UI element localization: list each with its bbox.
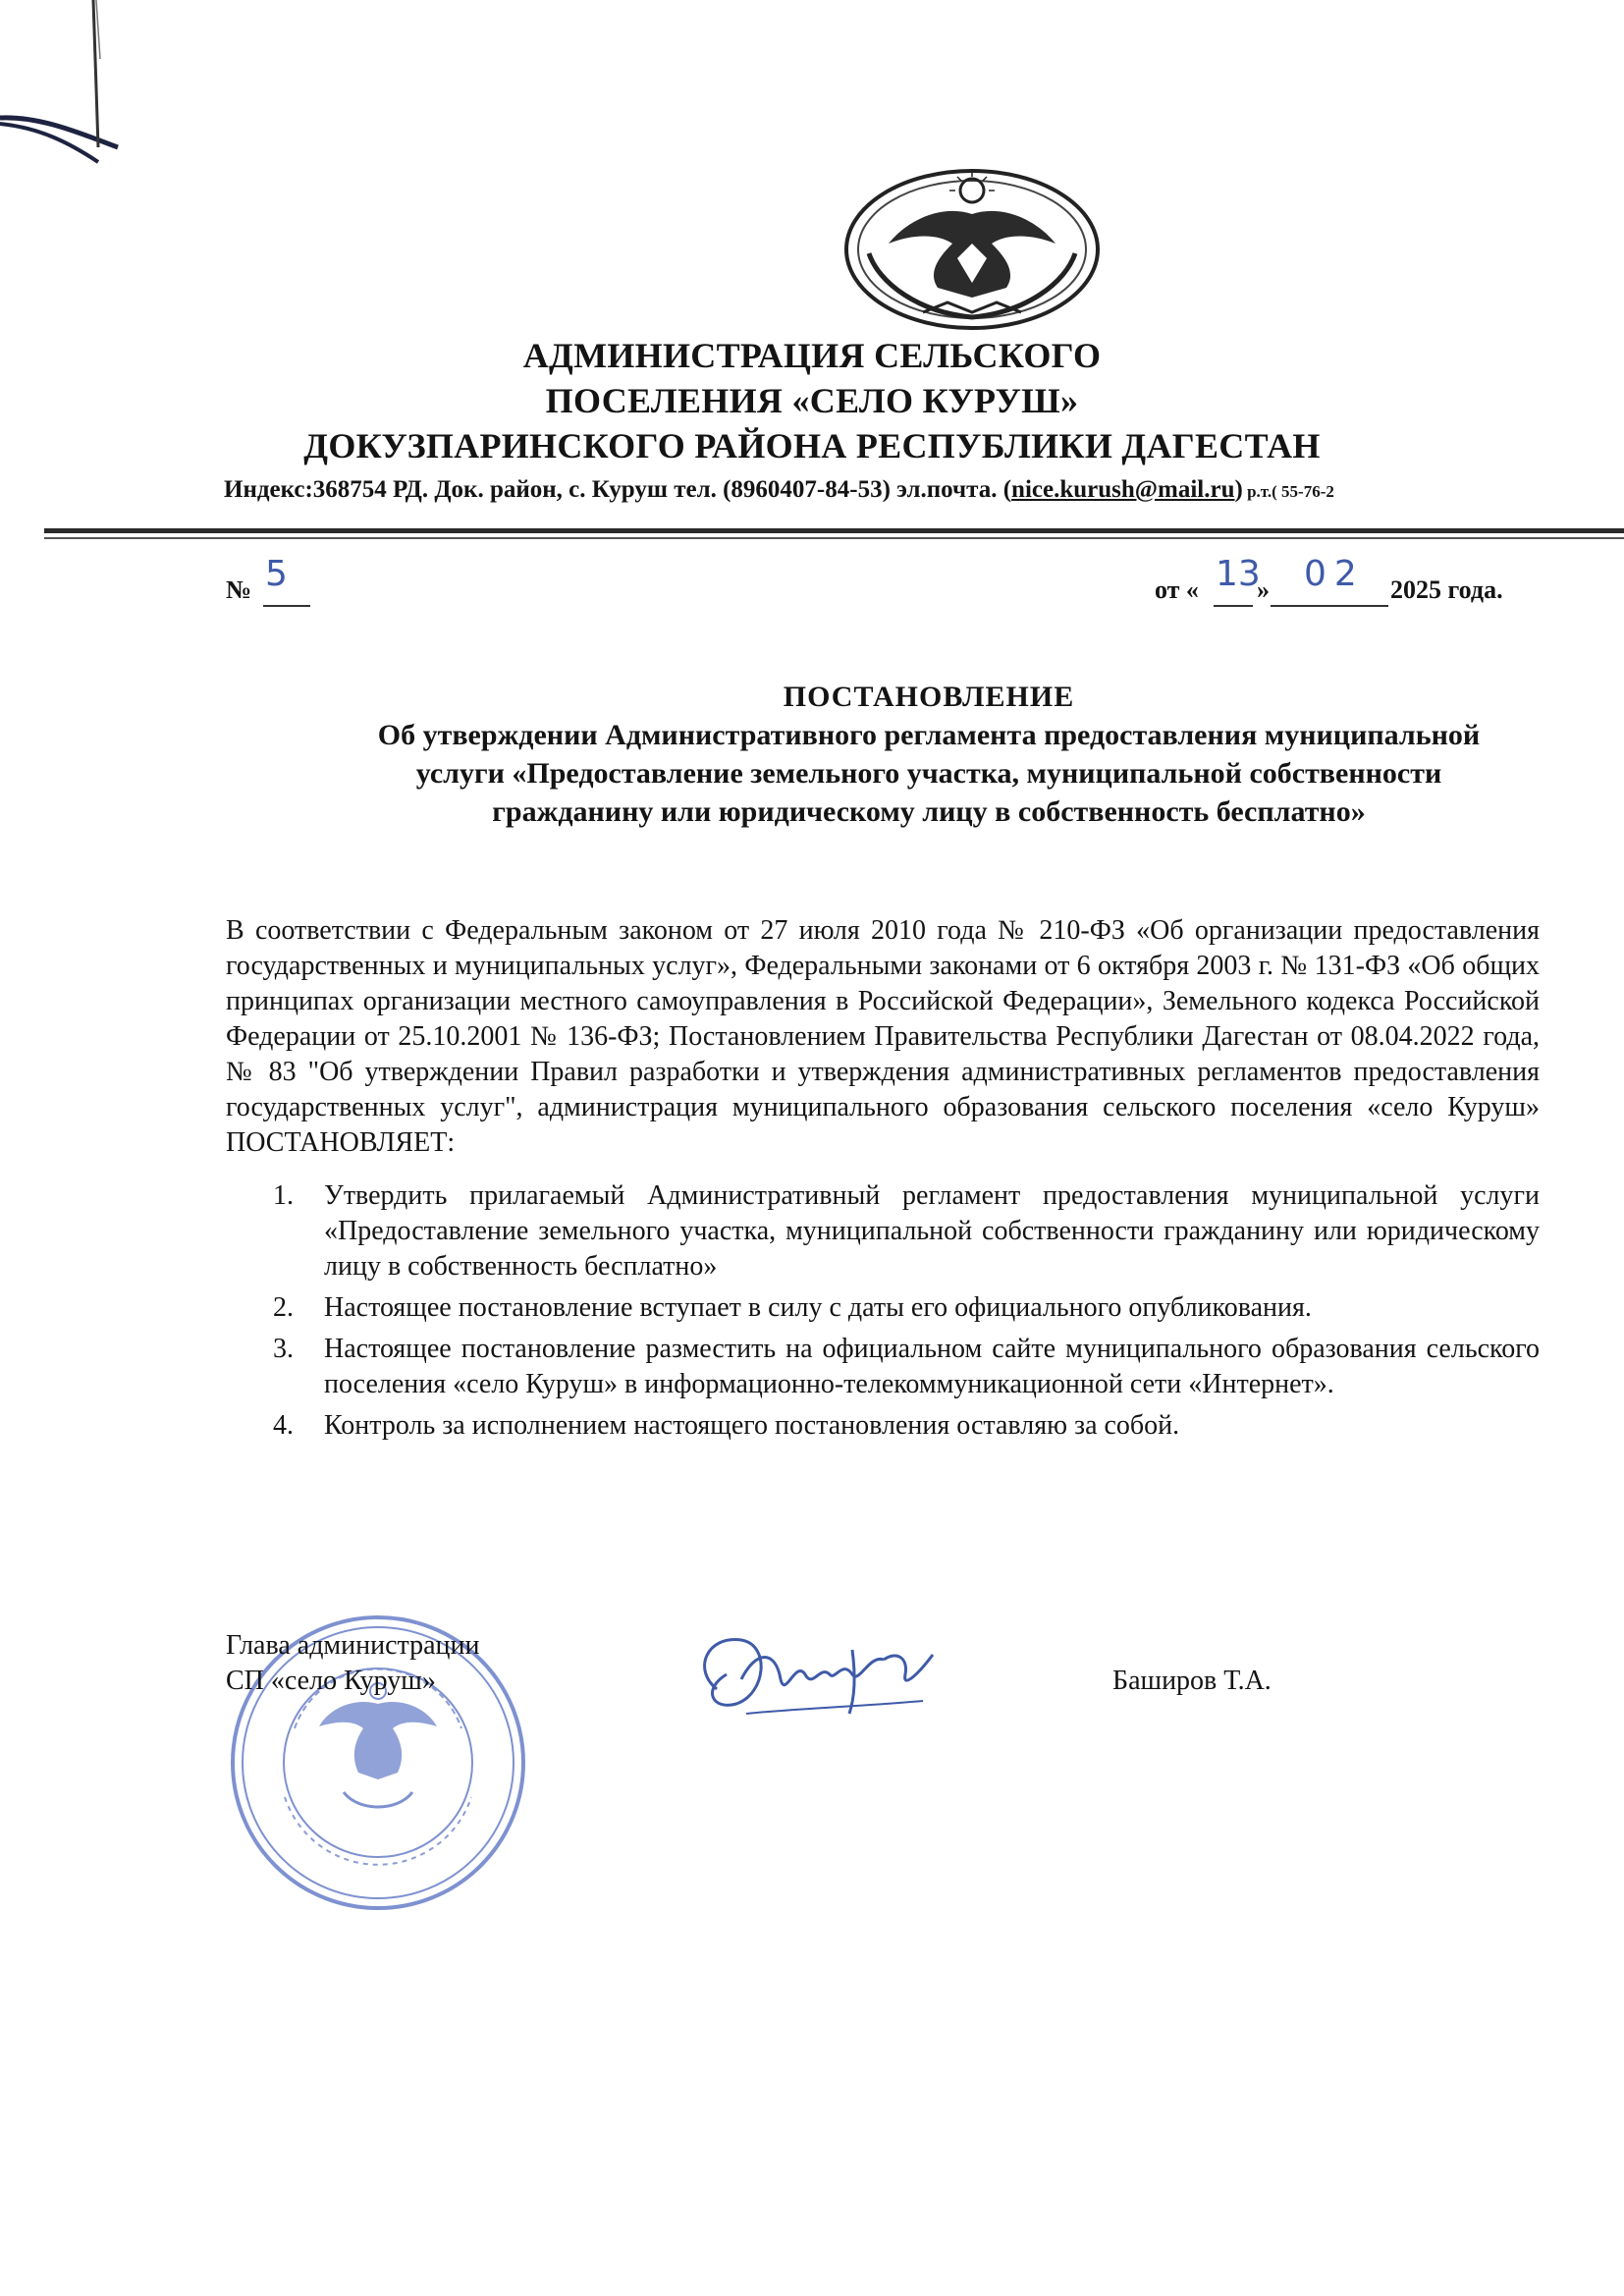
document-date: [1155, 554, 1567, 605]
number-label: №: [226, 575, 252, 604]
signatory-position-line-2: СП «село Куруш»: [226, 1666, 436, 1696]
header-divider-thick: [44, 528, 1624, 533]
org-name-line-2: ПОСЕЛЕНИЯ «СЕЛО КУРУШ»: [545, 381, 1079, 420]
list-item: [226, 1290, 1540, 1326]
signatory-name: Баширов Т.А.: [1112, 1666, 1272, 1696]
contacts-prefix: Индекс:368754 РД. Док. район, с. Куруш тел. (8960407-84-53) эл.почта. (: [224, 476, 1012, 503]
contacts-phone-small: р.т.( 55-76-2: [1242, 482, 1334, 501]
email-link[interactable]: nice.kurush@mail.ru: [1011, 476, 1235, 503]
document-title-block: [226, 678, 1624, 831]
list-item-text: Утвердить прилагаемый Административный регламент предоставления муниципальной услуги «Предоставление земельного участка, муниципальной собственности гражданину или юридическому лицу в собственность бесплатно»: [324, 1180, 1540, 1282]
date-prefix: от «: [1155, 575, 1199, 604]
list-item-marker: 4.: [273, 1410, 294, 1441]
binding-thread-icon: [0, 0, 137, 167]
resolution-items-list: [226, 1178, 1540, 1449]
list-item-text: Настоящее постановление вступает в силу с даты его официального опубликования.: [324, 1292, 1312, 1323]
header-divider-thin: [44, 537, 1624, 539]
list-item-text: Контроль за исполнением настоящего постановления оставляю за собой.: [324, 1410, 1180, 1441]
org-name-line-3: ДОКУЗПАРИНСКОГО РАЙОНА РЕСПУБЛИКИ ДАГЕСТАН: [303, 426, 1321, 465]
preamble-paragraph: В соответствии с Федеральным законом от 27 июля 2010 года № 210-ФЗ «Об организации предоставления государственных и муниципальных услуг», Федеральными законами от 6 октября 2003 г. № 131-ФЗ «Об общих принципах организации местного самоуправления в Российской Федерации», Земельного кодекса Российской Федерации от 25.10.2001 № 136-ФЗ; Постановлением Правительства Республики Дагестан от 08.04.2022 года, № 83 "Об утверждении Правил разработки и утверждения административных регламентов предоставления государственных услуг", администрация муниципального образования сельского поселения «село Куруш» ПОСТАНОВЛЯЕТ:: [226, 915, 1540, 1158]
date-day-handwritten: 13: [1216, 554, 1261, 594]
list-item: [226, 1408, 1540, 1444]
list-item-marker: 2.: [273, 1292, 294, 1323]
document-title: ПОСТАНОВЛЕНИЕ: [783, 681, 1075, 713]
signatory-position-line-1: Глава администрации: [226, 1630, 480, 1661]
document-subtitle-line-2: услуги «Предоставление земельного участка, муниципальной собственности: [415, 757, 1442, 790]
date-suffix: 2025 года.: [1390, 575, 1503, 604]
list-item-marker: 3.: [273, 1334, 294, 1364]
dagestan-coat-of-arms-icon: [830, 165, 1114, 334]
list-item: [226, 1178, 1540, 1285]
document-subtitle-line-1: Об утверждении Административного регламента предоставления муниципальной: [377, 719, 1481, 751]
contacts-suffix: ): [1234, 476, 1243, 503]
list-item: [226, 1332, 1540, 1402]
org-name-line-1: АДМИНИСТРАЦИЯ СЕЛЬСКОГО: [522, 336, 1102, 375]
number-handwritten: 5: [265, 554, 288, 594]
date-month-handwritten: 02: [1304, 554, 1365, 594]
document-number: [226, 554, 288, 605]
handwritten-signature-icon: [687, 1620, 952, 1728]
org-contacts: [224, 475, 1618, 507]
date-day-underline: [1214, 605, 1253, 607]
signatory-position: [226, 1628, 480, 1699]
list-item-marker: 1.: [273, 1180, 294, 1211]
number-underline: [263, 605, 310, 607]
date-mid: »: [1257, 575, 1270, 604]
document-subtitle-line-3: гражданину или юридическому лицу в собственность бесплатно»: [492, 795, 1366, 828]
list-item-text: Настоящее постановление разместить на официальном сайте муниципального образования сельского поселения «село Куруш» в информационно-телекоммуникационной сети «Интернет».: [324, 1334, 1540, 1399]
date-month-underline: [1271, 605, 1388, 607]
